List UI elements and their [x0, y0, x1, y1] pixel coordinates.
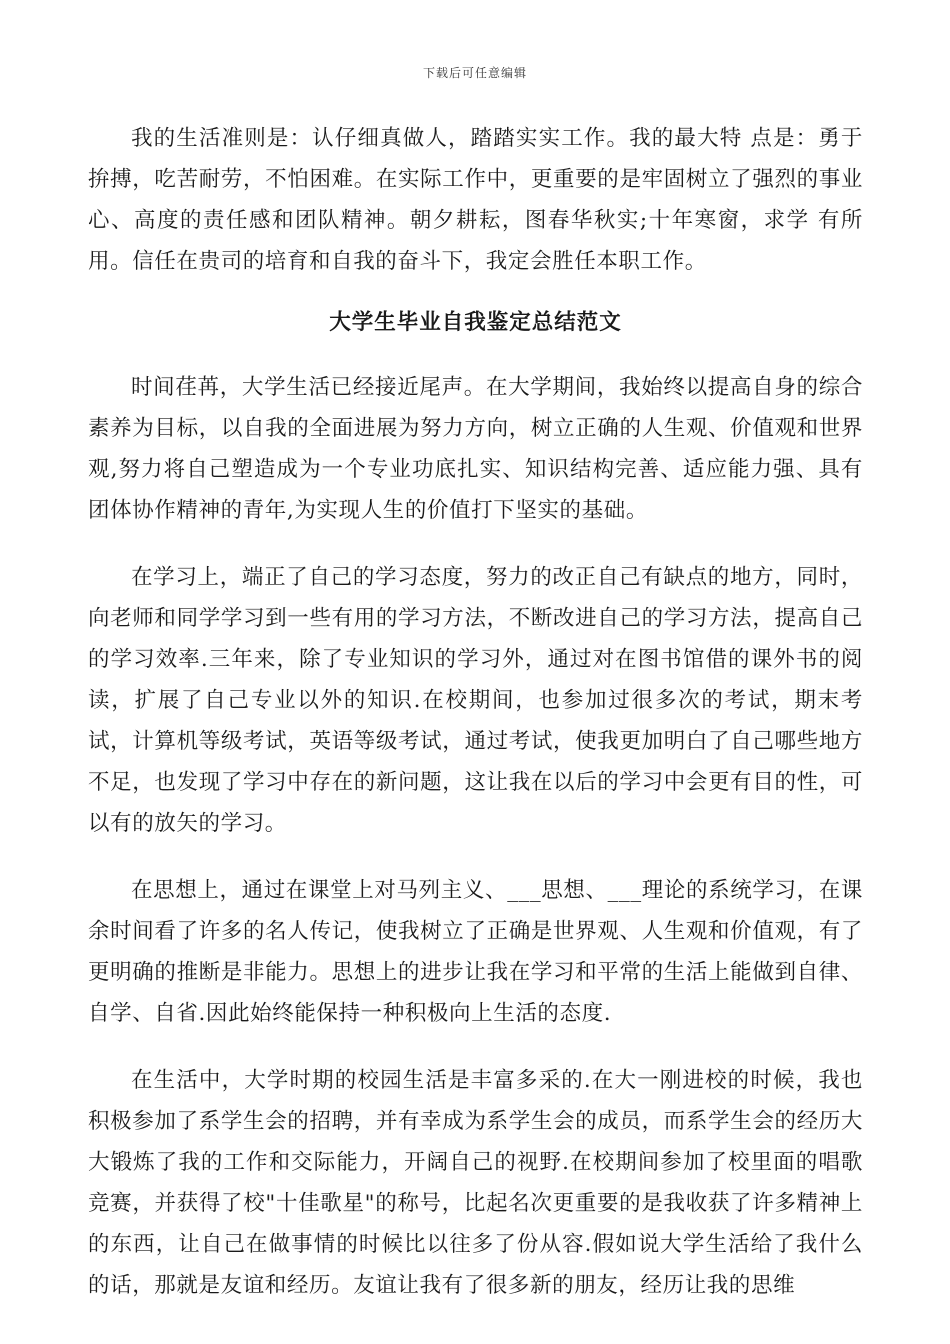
- document-body: [88, 118, 863, 1306]
- paragraph-thought: 在思想上，通过在课堂上对马列主义、___思想、___理论的系统学习，在课余时间看了许多的名人传记，使我树立了正确是世界观、人生观和价值观，有了更明确的推断是非能力。思想上的进步让我在学习和平常的生活上能做到自律、自学、自省.因此始终能保持一种积极向上生活的态度.: [88, 878, 863, 1026]
- intro-paragraph: 我的生活准则是：认仔细真做人，踏踏实实工作。我的最大特 点是：勇于拚搏，吃苦耐劳，不怕困难。在实际工作中，更重要的是牢固树立了强烈的事业心、高度的责任感和团队精神。朝夕耕耘，图春华秋实;十年寒窗，求学 有所用。信任在贵司的培育和自我的奋斗下，我定会胜任本职工作。: [88, 126, 863, 274]
- paragraph-life: 在生活中，大学时期的校园生活是丰富多采的.在大一刚进校的时候，我也积极参加了系学生会的招聘，并有幸成为系学生会的成员，而系学生会的经历大大锻炼了我的工作和交际能力，开阔自己的视野.在校期间参加了校里面的唱歌竞赛，并获得了校"十佳歌星"的称号，比起名次更重要的是我收获了许多精神上的东西，让自己在做事情的时候比以往多了份从容.假如说大学生活给了我什么的话，那就是友谊和经历。友谊让我有了很多新的朋友，经历让我的思维: [88, 1068, 863, 1298]
- paragraph-time: 时间荏苒，大学生活已经接近尾声。在大学期间，我始终以提高自身的综合素养为目标，以自我的全面进展为努力方向，树立正确的人生观、价值观和世界观,努力将自己塑造成为一个专业功底扎实、知识结构完善、适应能力强、具有团体协作精神的青年,为实现人生的价值打下坚实的基础。: [88, 375, 863, 523]
- page-header: 下载后可任意编辑: [422, 66, 527, 80]
- paragraph-study: 在学习上，端正了自己的学习态度，努力的改正自己有缺点的地方，同时，向老师和同学学习到一些有用的学习方法，不断改进自己的学习方法，提高自己的学习效率.三年来，除了专业知识的学习外，通过对在图书馆借的课外书的阅读，扩展了自己专业以外的知识.在校期间，也参加过很多次的考试，期末考试，计算机等级考试，英语等级考试，通过考试，使我更加明白了自己哪些地方不足，也发现了学习中存在的新问题，这让我在以后的学习中会更有目的性，可以有的放矢的学习。: [88, 565, 863, 836]
- section-title: 大学生毕业自我鉴定总结范文: [329, 310, 622, 335]
